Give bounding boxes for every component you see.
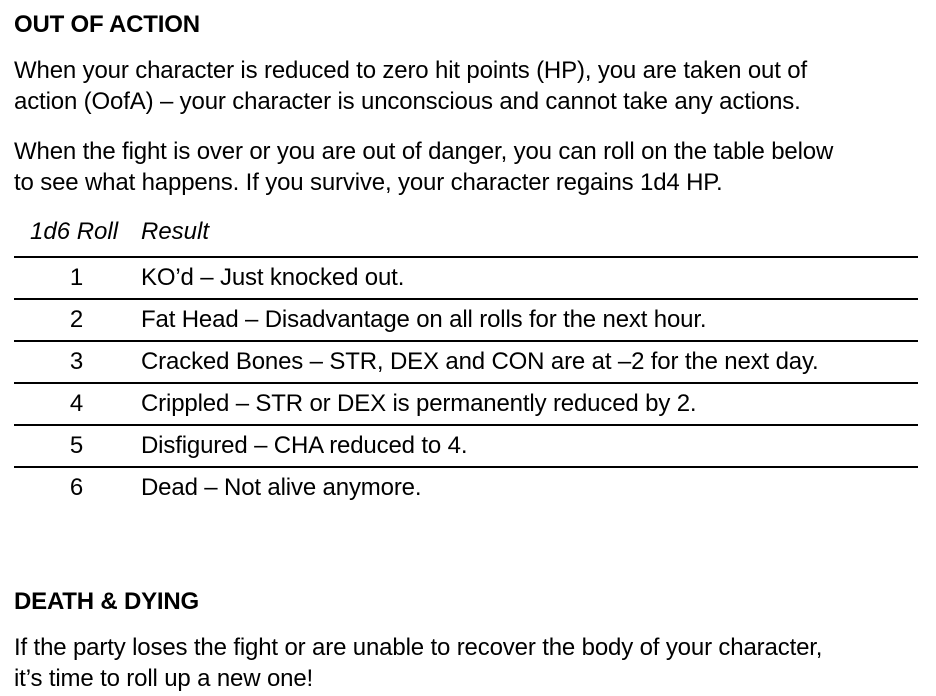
result-cell: Dead – Not alive anymore.	[141, 474, 422, 501]
roll-cell: 4	[69, 390, 84, 417]
text-line: it’s time to roll up a new one!	[14, 665, 314, 692]
table-row	[14, 340, 918, 382]
column-header-roll: 1d6 Roll	[30, 218, 119, 245]
paragraph-out-of-action-intro	[14, 55, 807, 117]
roll-cell: 6	[69, 474, 84, 501]
paragraph-roll-instructions	[14, 136, 833, 198]
table-row	[14, 466, 918, 506]
paragraph-death-and-dying	[14, 632, 822, 694]
out-of-action-table	[14, 215, 918, 506]
table-row	[14, 256, 918, 298]
text-line: If the party loses the fight or are unable to recover the body of your character,	[14, 634, 823, 661]
result-cell: Fat Head – Disadvantage on all rolls for the next hour.	[141, 306, 707, 333]
column-header-result: Result	[141, 218, 210, 245]
roll-cell: 3	[69, 348, 84, 375]
roll-cell: 5	[69, 432, 84, 459]
section-heading-death-and-dying: DEATH & DYING	[14, 588, 199, 615]
result-cell: Disfigured – CHA reduced to 4.	[141, 432, 468, 459]
text-line: When the fight is over or you are out of danger, you can roll on the table below	[14, 138, 834, 165]
text-line: to see what happens. If you survive, your character regains 1d4 HP.	[14, 169, 723, 196]
table-row	[14, 382, 918, 424]
roll-cell: 2	[69, 306, 84, 333]
result-cell: Crippled – STR or DEX is permanently reduced by 2.	[141, 390, 697, 417]
section-heading-out-of-action: OUT OF ACTION	[14, 11, 200, 38]
text-line: action (OofA) – your character is unconscious and cannot take any actions.	[14, 88, 801, 115]
result-cell: Cracked Bones – STR, DEX and CON are at –2 for the next day.	[141, 348, 819, 375]
result-cell: KO’d – Just knocked out.	[141, 264, 405, 291]
table-header	[14, 215, 918, 256]
table-row	[14, 424, 918, 466]
text-line: When your character is reduced to zero hit points (HP), you are taken out of	[14, 57, 807, 84]
table-row	[14, 298, 918, 340]
roll-cell: 1	[69, 264, 84, 291]
